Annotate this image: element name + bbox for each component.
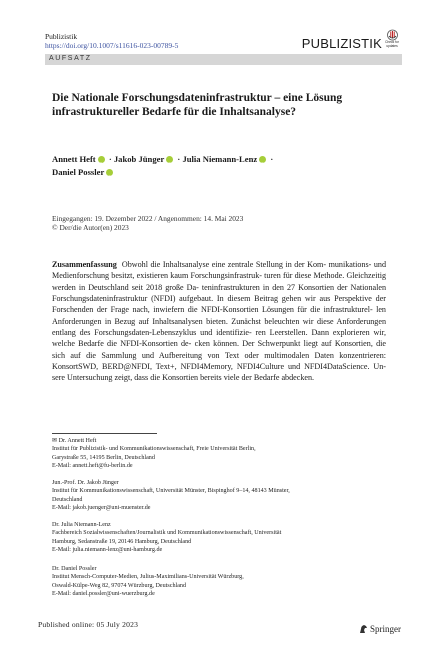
abstract-line: Obwohl die Inhaltsanalyse eine zentrale Stellung in der Kom- <box>121 260 327 269</box>
published-online: Published online: 05 July 2023 <box>38 620 139 629</box>
orcid-icon[interactable] <box>106 169 113 176</box>
affiliation-block <box>52 479 392 513</box>
affiliation-line: Institut Mensch-Computer-Medien, Julius-Maximilians-Universität Würzburg, <box>52 574 244 581</box>
affiliation-line: Fachbereich Sozialwissenschaften/Journalistik und Kommunikationswissenschaft, Universität <box>52 530 282 537</box>
article-dates <box>52 214 243 232</box>
affiliation-name: Dr. Julia Niemann-Lenz <box>52 522 111 528</box>
affiliation-line: Institut für Publizistik- und Kommunikationswissenschaft, Freie Universität Berlin, <box>52 446 256 453</box>
abstract-line: teninfrastrukturen in den 27 Konsortien der Nationalen Forschungsdateninfrastruktur <box>52 282 387 304</box>
affiliation-email[interactable]: E-Mail: annett.heft@fu-berlin.de <box>52 463 133 470</box>
affiliation-line: Oswald-Külpe-Weg 82, 97074 Würzburg, Deutschland <box>52 582 186 589</box>
author-list <box>52 153 342 179</box>
author-name[interactable]: Julia Niemann-Lenz <box>182 154 258 164</box>
author-separator: · <box>270 154 274 164</box>
check-updates-label: Check for updates <box>385 40 399 48</box>
abstract <box>52 259 386 384</box>
abstract-line: BERD@NFDI, Text+, NFDI4Memory, NFDI4Culture und NFDI4DataScience. Un- <box>102 362 386 372</box>
affiliation-block <box>52 521 392 555</box>
affiliation-name: Dr. Daniel Possler <box>52 566 97 572</box>
footnote-rule <box>52 433 157 434</box>
affiliation-line: Institut für Kommunikationswissenschaft, Universität Münster, Bispinghof 9–14, 48143 Münster, <box>52 488 290 495</box>
abstract-line: der Frage nach, inwiefern die NFDI-Konsortien Lösungen für die infrastrukturel- <box>96 305 373 315</box>
received-accepted: Eingegangen: 19. Dezember 2022 / Angenommen: 14. Mai 2023 <box>52 214 244 223</box>
abstract-line: (NFDI) aufgebaut. In diesem Beitrag gehen wir aus Perspektive der Forschenden <box>52 294 386 315</box>
orcid-icon[interactable] <box>259 156 266 163</box>
affiliation-block <box>52 437 392 471</box>
journal-brand: PUBLIZISTIK <box>301 36 382 51</box>
abstract-label: Zusammenfassung <box>52 260 117 269</box>
affiliation-email[interactable]: E-Mail: julia.niemann-lenz@uni-hamburg.de <box>52 547 163 554</box>
affiliation-email[interactable]: E-Mail: daniel.possler@uni-wuerzburg.de <box>52 591 155 598</box>
abstract-line: ren Leerstellen. Dann explorieren wir, welche Bedarfe die NFDI-Konsortien de- <box>52 328 386 349</box>
affiliation-name: ✉ Dr. Annett Heft <box>52 438 97 444</box>
abstract-line: cken können. Der Schwerpunkt liegt auf Konsortien, die sich auf die Sammlung <box>52 339 386 360</box>
section-label: AUFSATZ <box>49 55 92 62</box>
abstract-line: sere Untersuchung zeigt, dass die Konsortien bereits viele der Bedarfe abdecken. <box>52 373 315 383</box>
orcid-icon[interactable] <box>98 156 105 163</box>
affiliation-line: Hamburg, Sedanstraße 19, 20146 Hamburg, Deutschland <box>52 538 192 545</box>
affiliation-block <box>52 565 392 599</box>
author-separator: · <box>108 154 112 164</box>
author-name[interactable]: Jakob Jünger <box>113 154 165 164</box>
publisher-logo <box>359 624 401 634</box>
check-for-updates-badge[interactable] <box>384 29 400 53</box>
author-separator: · <box>177 154 181 164</box>
journal-name: Publizistik <box>45 32 78 41</box>
affiliation-email[interactable]: E-Mail: jakob.juenger@uni-muenster.de <box>52 505 151 512</box>
abstract-line: diese Anforderungen entlang des Forschungsdaten-Lebenszyklus und identifizie- <box>52 316 386 338</box>
author-name[interactable]: Daniel Possler <box>52 167 105 177</box>
abstract-line: turen für diese Methode. Gleichzeitig werden in Deutschland seit 2018 große Da- <box>52 271 387 292</box>
springer-horse-icon <box>359 624 368 634</box>
doi-link[interactable]: https://doi.org/10.1007/s11616-023-00789-5 <box>45 41 179 50</box>
abstract-line: munikations- und Medienforschung besitzt, existieren kaum Forschungsinfrastruk- <box>52 260 386 281</box>
copyright: © Der/die Autor(en) 2023 <box>52 223 129 232</box>
abstract-line: len Anforderungen in Bezug auf Inhaltsanalysen bieten. Zunächst beleuchten wir <box>52 305 386 326</box>
author-name[interactable]: Annett Heft <box>52 154 96 164</box>
publisher-name: Springer <box>370 624 401 634</box>
affiliation-name: Jun.-Prof. Dr. Jakob Jünger <box>52 480 119 486</box>
affiliation-line: Garystraße 55, 14195 Berlin, Deutschland <box>52 454 155 461</box>
section-bar <box>45 54 402 65</box>
article-title: Die Nationale Forschungsdateninfrastruktur – eine Lösung infrastruktureller Bedarfe für die Inhaltsanalyse? <box>52 92 343 118</box>
orcid-icon[interactable] <box>166 156 173 163</box>
affiliation-line: Deutschland <box>52 496 83 503</box>
abstract-line: und Aufbereitung von Text oder multimodalen Daten konzentrieren: KonsortSWD, <box>52 350 387 372</box>
